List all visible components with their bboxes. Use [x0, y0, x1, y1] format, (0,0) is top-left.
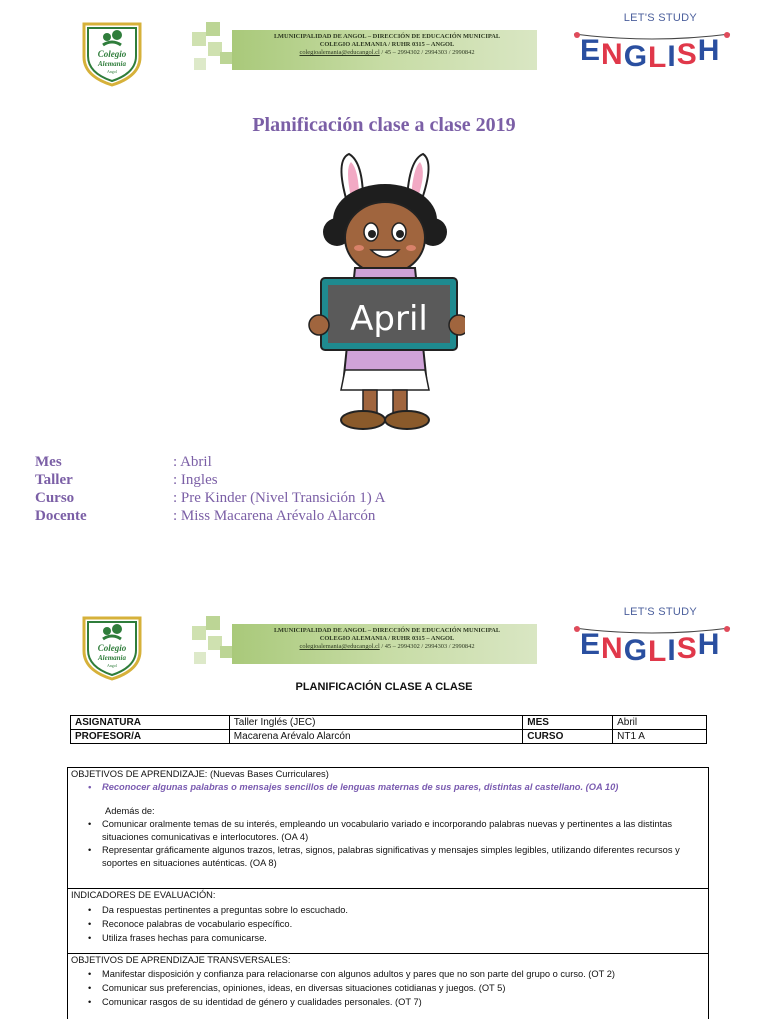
mes-value: Abril	[613, 716, 707, 730]
transversales-heading: OBJETIVOS DE APRENDIZAJE TRANSVERSALES:	[71, 955, 291, 965]
english-letter: S	[676, 632, 697, 665]
school-crest-icon	[81, 615, 143, 681]
meta-table	[70, 715, 707, 744]
lets-study-english-logo: LET'S STUDY E N G L I S H	[572, 8, 732, 78]
list-item: • Da respuestas pertinentes a preguntas sobre lo escuchado.	[102, 904, 708, 917]
english-letter: N	[601, 632, 623, 665]
cover-field-label: Curso	[35, 490, 75, 506]
cover-field-label: Taller	[35, 472, 73, 488]
svg-text:Alemania: Alemania	[97, 654, 127, 662]
english-letter: H	[697, 628, 720, 661]
page-header-1	[0, 0, 768, 100]
cover-field-label: Docente	[35, 508, 87, 524]
english-letter: E	[580, 628, 601, 661]
list-item: • Manifestar disposición y confianza para relacionarse con algunos adultos y pares que no son parte del grupo o curso. (OT 2)	[102, 968, 708, 981]
transversales-box	[67, 953, 709, 1019]
list-item: • Reconoce palabras de vocabulario específico.	[102, 918, 708, 931]
english-letter: G	[623, 40, 648, 73]
indicadores-box	[67, 888, 709, 954]
list-item: • Comunicar sus preferencias, opiniones, ideas, en diversas situaciones cotidianas y juegos. (OT 5)	[102, 982, 708, 995]
asignatura-label: ASIGNATURA	[71, 716, 230, 730]
school-banner	[192, 22, 537, 76]
mes-label: MES	[523, 716, 613, 730]
curso-label: CURSO	[523, 730, 613, 744]
indicadores-heading: INDICADORES DE EVALUACIÓN:	[71, 890, 216, 900]
cover-field-value: : Pre Kinder (Nivel Transición 1) A	[173, 490, 386, 506]
svg-text:April: April	[350, 299, 428, 339]
objetivos-heading: OBJETIVOS DE APRENDIZAJE: (Nuevas Bases Curriculares)	[71, 769, 329, 779]
ademas-label: Además de:	[105, 806, 155, 816]
page-header-2	[0, 600, 768, 680]
curso-value: NT1 A	[613, 730, 707, 744]
english-word	[580, 34, 720, 74]
cover-field-label: Mes	[35, 454, 62, 470]
asignatura-value: Taller Inglés (JEC)	[229, 716, 522, 730]
list-item: • Representar gráficamente algunos trazos, letras, signos, palabras significativas y mensajes simples legibles, utilizando diferentes recursos y soportes en situaciones auténticas. (OA 8)	[102, 844, 708, 870]
plan-title: PLANIFICACIÓN CLASE A CLASE	[295, 681, 473, 693]
svg-text:Angol: Angol	[107, 69, 117, 74]
english-letter: I	[667, 40, 676, 73]
table-row	[71, 730, 707, 744]
objetivo-highlight: • Reconocer algunas palabras o mensajes sencillos de lenguas maternas de sus pares, distintas al castellano. (OA 10)	[102, 781, 708, 794]
svg-text:Angol: Angol	[107, 663, 117, 668]
english-letter: N	[601, 38, 623, 71]
school-crest-icon	[81, 21, 143, 87]
school-banner	[192, 616, 537, 670]
girl-illustration	[305, 150, 465, 442]
english-letter: S	[676, 38, 697, 71]
cover-field-value: : Ingles	[173, 472, 218, 488]
list-item: • Comunicar oralmente temas de su interés, empleando un vocabulario variado e incorporando palabras nuevas y pertinentes a las distintas situaciones comunicativas e interlocutores. (OA 4)	[102, 818, 708, 844]
profesor-value: Macarena Arévalo Alarcón	[229, 730, 522, 744]
english-letter: G	[623, 634, 648, 667]
page-title: Planificación clase a clase 2019	[252, 114, 516, 136]
list-item: • Comunicar rasgos de su identidad de género y cualidades personales. (OT 7)	[102, 996, 708, 1009]
english-letter: I	[667, 634, 676, 667]
cover-info	[35, 453, 535, 529]
english-letter: E	[580, 34, 601, 67]
objetivos-box	[67, 767, 709, 889]
english-letter: L	[648, 635, 667, 668]
svg-text:Alemania: Alemania	[97, 60, 127, 68]
banner-text: I.MUNICIPALIDAD DE ANGOL – DIRECCIÓN DE EDUCACIÓN MUNICIPAL COLEGIO ALEMANIA / RUHR 0315 – ANGOL colegioalemania@educangol.cl / 45 – 2994302 / 2994303 / 2990842	[273, 627, 501, 650]
lets-study-english-logo: LET'S STUDY E N G L I S H	[572, 602, 732, 672]
english-letter: L	[648, 41, 667, 74]
table-row	[71, 716, 707, 730]
list-item: • Utiliza frases hechas para comunicarse.	[102, 932, 708, 945]
cover-field-value: : Miss Macarena Arévalo Alarcón	[173, 508, 376, 524]
english-letter: H	[697, 34, 720, 67]
svg-text:Colegio: Colegio	[97, 49, 127, 59]
svg-text:Colegio: Colegio	[97, 643, 127, 653]
cover-field-value: : Abril	[173, 454, 212, 470]
english-word	[580, 628, 720, 668]
profesor-label: PROFESOR/A	[71, 730, 230, 744]
banner-text: I.MUNICIPALIDAD DE ANGOL – DIRECCIÓN DE EDUCACIÓN MUNICIPAL COLEGIO ALEMANIA / RUHR 0315 – ANGOL colegioalemania@educangol.cl / 45 – 2994302 / 2994303 / 2990842	[273, 33, 501, 56]
